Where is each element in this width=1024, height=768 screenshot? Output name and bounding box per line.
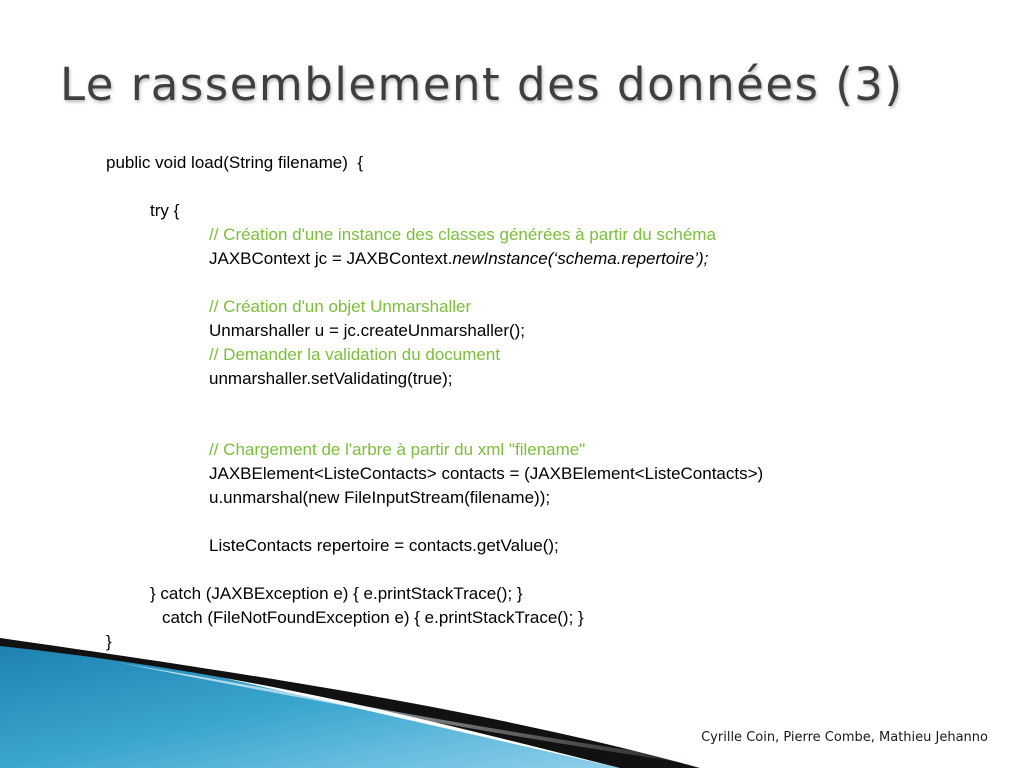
code-line-catch-jaxb: } catch (JAXBException e) { e.printStackTrace(); }	[150, 584, 523, 603]
code-line-unmarshal: u.unmarshal(new FileInputStream(filename));	[209, 488, 551, 507]
code-line-jaxbcontext	[209, 249, 708, 269]
slide-title: Le rassemblement des données (3)	[60, 58, 904, 111]
code-line-create-unmarshaller: Unmarshaller u = jc.createUnmarshaller();	[209, 321, 526, 340]
code-line-closing-brace: }	[106, 632, 112, 651]
code-line-set-validating: unmarshaller.setValidating(true);	[209, 369, 453, 388]
code-comment-unmarshaller: // Création d'un objet Unmarshaller	[209, 297, 472, 316]
code-comment-chargement: // Chargement de l'arbre à partir du xml "filename"	[209, 440, 586, 459]
code-line-jaxbelement: JAXBElement<ListeContacts> contacts = (JAXBElement<ListeContacts>)	[209, 464, 764, 483]
code-comment-validation: // Demander la validation du document	[209, 345, 501, 364]
code-line-get-value: ListeContacts repertoire = contacts.getValue();	[209, 536, 559, 555]
code-text-italic: newInstance(‘schema.repertoire’);	[452, 249, 709, 268]
code-line-try: try {	[150, 201, 180, 220]
code-comment-creation-instance: // Création d'une instance des classes générées à partir du schéma	[209, 225, 716, 244]
footer-credits: Cyrille Coin, Pierre Combe, Mathieu Jehanno	[701, 730, 988, 745]
code-line-method-signature: public void load(String filename) {	[106, 153, 364, 172]
decorative-swoosh	[0, 638, 1024, 768]
code-text-plain: JAXBContext jc = JAXBContext.	[209, 249, 453, 268]
code-line-catch-filenotfound: catch (FileNotFoundException e) { e.printStackTrace(); }	[162, 608, 584, 627]
